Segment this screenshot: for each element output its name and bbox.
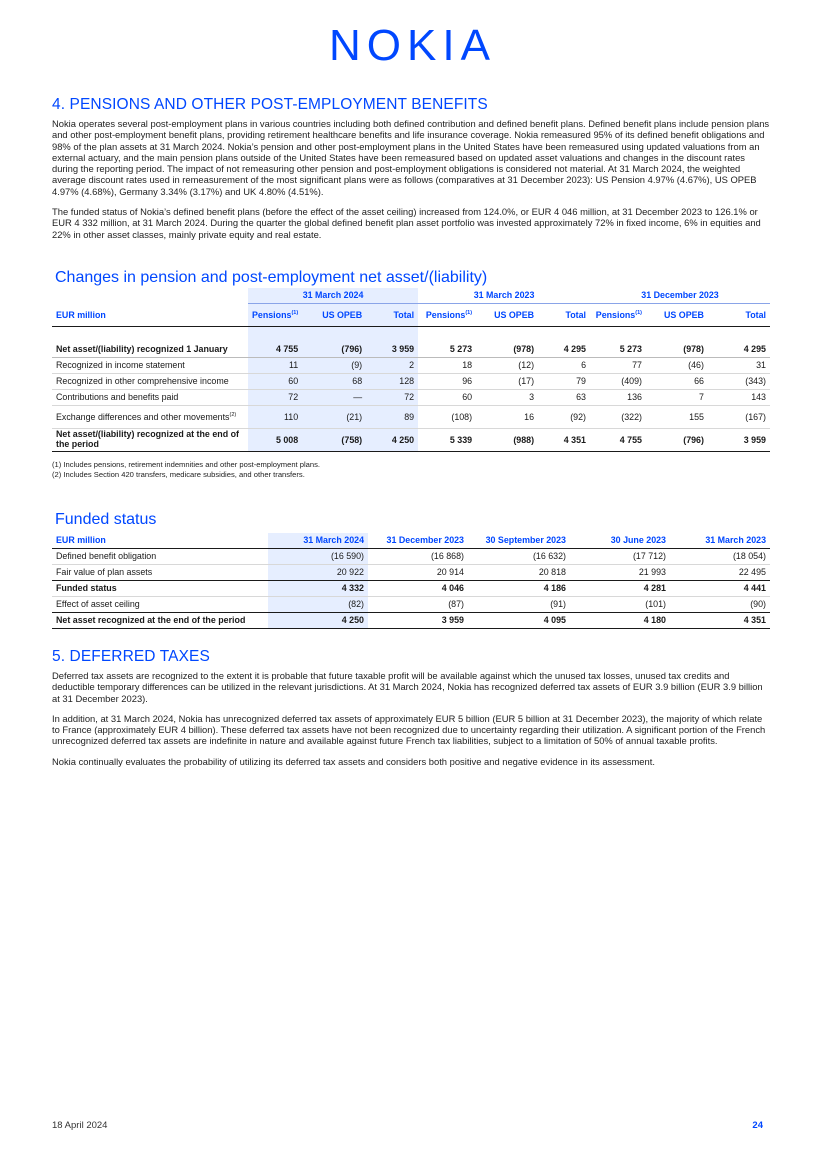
table-cell: 4 250 (366, 428, 418, 451)
footer-date: 18 April 2024 (52, 1120, 108, 1131)
table-cell: 4 351 (743, 615, 766, 626)
footnote: (2) Includes Section 420 transfers, medicare subsidies, and other transfers. (52, 469, 305, 479)
col-pensions: Pensions$^{(1)}$ (248, 303, 302, 326)
table-cell: 20 914 (436, 567, 464, 578)
table-cell: (796) (302, 342, 366, 358)
table-cell: 31 (756, 360, 766, 371)
table-row (52, 548, 770, 564)
nokia-logo: NOKIA (329, 21, 496, 70)
table-cell: 22 495 (738, 567, 766, 578)
col-pensions: Pensions$^{(1)}$ (418, 303, 476, 326)
table-row (52, 580, 770, 596)
row-label: Recognized in income statement (56, 360, 185, 371)
section-5-paragraph-3: Nokia continually evaluates the probability of utilizing its deferred tax assets and considers both positive and negative evidence in its assessment. (52, 755, 655, 767)
row-label: Fair value of plan assets (56, 567, 153, 578)
table-cell: (16 632) (532, 551, 566, 562)
row-label: Contributions and benefits paid (56, 392, 179, 403)
table-row (52, 389, 770, 405)
funded-header-row (52, 533, 770, 549)
footnote-marker: (2) (229, 412, 237, 419)
table-row (52, 373, 770, 389)
table-cell: 5 273 (619, 344, 642, 355)
table-cell: 72 (366, 389, 418, 405)
table-cell: (988) (513, 434, 535, 445)
table-cell: 6 (581, 360, 586, 371)
page-content (52, 95, 770, 767)
funded-status-title: Funded status (55, 510, 157, 528)
col-total: Total (538, 303, 590, 326)
table-cell: 16 (524, 411, 535, 422)
row-label: Exchange differences and other movements$^{(2)}$ (56, 412, 237, 423)
table-cell: (9) (302, 357, 366, 373)
table-cell: (978) (683, 344, 704, 355)
col-pensions: Pensions$^{(1)}$ (590, 303, 646, 326)
table-cell: 4 755 (248, 342, 302, 358)
page-number: 24 (752, 1120, 763, 1131)
table-cell: (16 590) (268, 548, 368, 564)
row-label: Recognized in other comprehensive income (56, 376, 229, 387)
table-cell: (17 712) (632, 551, 666, 562)
row-label: Net asset/(liability) recognized at the end of the period (56, 429, 239, 449)
table-cell: 4 095 (543, 615, 566, 626)
table-cell: 7 (699, 392, 704, 403)
table-row (52, 342, 770, 358)
table-cell: 60 (462, 392, 473, 403)
table-cell: (46) (688, 360, 704, 371)
section-4-title: 4. PENSIONS AND OTHER POST-EMPLOYMENT BENEFITS (52, 96, 488, 113)
table-row (52, 405, 770, 428)
section-5-paragraph-2: In addition, at 31 March 2024, Nokia has unrecognized deferred tax assets of approximately EUR 5 billion (EUR 5 billion at 31 December 2023), the majority of which relate to France (approximately EUR 4 billion). These deferred tax assets have not been recognized due to uncertainty regarding their utilization. A significant portion of the French unrecognized deferred tax assets are indefinite in nature and available against future French tax liabilities, subject to a limitation of 50% of annual taxable profits. (52, 712, 766, 747)
row-label: Defined benefit obligation (56, 551, 157, 562)
table-cell: 5 273 (449, 344, 473, 355)
table-cell: (18 054) (732, 551, 766, 562)
table-cell: (12) (518, 360, 535, 371)
table-cell: 11 (248, 357, 302, 373)
table-cell: (87) (448, 599, 464, 610)
period-header: 31 March 2024 (268, 533, 368, 549)
table-cell: 5 008 (248, 428, 302, 451)
table-cell: (409) (621, 376, 642, 387)
table-cell: 4 441 (743, 583, 766, 594)
table-cell: 4 332 (268, 580, 368, 596)
table-row (52, 564, 770, 580)
funded-status-table (52, 533, 770, 629)
table-cell: 5 339 (449, 434, 473, 445)
col-total: Total (708, 303, 770, 326)
table-cell: 60 (248, 373, 302, 389)
unit-header: EUR million (56, 535, 106, 546)
table-cell: 4 351 (563, 434, 586, 445)
table-cell: 18 (462, 360, 473, 371)
table-cell: 4 295 (743, 344, 766, 355)
table-cell: 20 818 (538, 567, 566, 578)
table-cell: 4 250 (268, 612, 368, 628)
section-4-paragraph-2: The funded status of Nokia’s defined benefit plans (before the effect of the asset ceiling) increased from 124.0%, or EUR 4 046 million, at 31 December 2023 to 126.1% or EUR 4 332 million, at 31 March 2024. During the quarter the global defined benefit plan asset portfolio was invested approximately 72% in fixed income, 6% in equities and 22% in other asset classes, mainly private equity and real estate. (52, 206, 761, 240)
table-cell: (21) (302, 405, 366, 428)
table-cell: (343) (745, 376, 766, 387)
table-cell: 21 993 (638, 567, 666, 578)
row-label: Funded status (56, 583, 117, 594)
table-cell: 143 (751, 392, 766, 403)
table-cell: 4 281 (643, 583, 666, 594)
table-cell: 77 (632, 360, 642, 371)
table-cell: (92) (570, 411, 586, 422)
col-total: Total (366, 303, 418, 326)
section-5-title: 5. DEFERRED TAXES (52, 647, 210, 665)
col-opeb: US OPEB (646, 303, 708, 326)
table-cell: 4 295 (563, 344, 586, 355)
table-cell: 20 922 (268, 564, 368, 580)
table-cell: 128 (366, 373, 418, 389)
changes-table-title: Changes in pension and post-employment net asset/(liability) (55, 268, 488, 286)
table-cell: 89 (366, 405, 418, 428)
row-label: Net asset/(liability) recognized 1 January (56, 344, 228, 355)
table-row (52, 428, 770, 451)
table-cell: (978) (513, 344, 535, 355)
table-cell: 3 959 (743, 434, 766, 445)
period-header: 30 September 2023 (485, 535, 566, 546)
table-cell: (108) (451, 411, 473, 422)
table-cell: (17) (518, 376, 535, 387)
period-header: 30 June 2023 (610, 535, 666, 546)
table-cell: 68 (302, 373, 366, 389)
period-header: 31 March 2023 (705, 535, 766, 546)
section-4-paragraph-1: Nokia operates several post-employment plans in various countries including both defined contribution and defined benefit plans. Defined benefit plans include pension plans and other post-employment benefit plans, providing retirement healthcare benefits and life insurance coverage. Nokia remeasured 95% of its defined benefit obligations and 98% of the plan assets at 31 March 2024. Nokia’s pension and other post-employment plans in the United States have been remeasured using updated valuations from an external actuary, and the main pension plans outside of the United States have been remeasured based on updated asset valuations and changes in the discount rates during the reporting period. The impact of not remeasuring other pension and post-employment obligations is considered not material. At 31 March 2024, the weighted average discount rates used in remeasurement of the most significant plans were as follows (comparatives at 31 December 2023): US Pension 4.97% (4.67%), US OPEB 4.97% (4.68%), Germany 3.34% (3.17%) and UK 4.80% (4.51%). (52, 118, 770, 197)
period-header: 31 December 2023 (590, 288, 770, 304)
table-row (52, 357, 770, 373)
table-cell: — (302, 389, 366, 405)
period-header: 31 March 2023 (418, 288, 590, 304)
table-row (52, 596, 770, 612)
period-header: 31 March 2024 (248, 288, 418, 304)
footnote: (1) Includes pensions, retirement indemnities and other post-employment plans. (52, 459, 321, 469)
table-cell: 3 (529, 392, 535, 403)
unit-header: EUR million (52, 303, 248, 326)
row-label: Net asset recognized at the end of the period (56, 615, 246, 626)
col-opeb: US OPEB (302, 303, 366, 326)
table-cell: (758) (302, 428, 366, 451)
table-cell: (82) (268, 596, 368, 612)
col-opeb: US OPEB (476, 303, 538, 326)
section-5-paragraph-1: Deferred tax assets are recognized to the extent it is probable that future taxable profit will be available against which the unused tax losses, unused tax credits and deductible temporary differences can be utilized in the relevant jurisdictions. At 31 March 2024, Nokia has recognized deferred tax assets of EUR 3.9 billion (EUR 3.9 billion at 31 December 2023). (52, 669, 763, 704)
table-row (52, 612, 770, 628)
table-cell: (796) (683, 434, 704, 445)
column-header-row (52, 303, 770, 326)
table-cell: 96 (462, 376, 473, 387)
changes-table (52, 288, 770, 452)
table-cell: 63 (576, 392, 586, 403)
table-cell: 4 180 (643, 615, 666, 626)
table-cell: (101) (645, 599, 666, 610)
table-cell: 136 (627, 392, 642, 403)
table-cell: 155 (689, 411, 704, 422)
table-cell: (167) (745, 411, 766, 422)
table-cell: 66 (694, 376, 704, 387)
table-cell: 4 186 (543, 583, 566, 594)
table-cell: (16 868) (430, 551, 464, 562)
period-header: 31 December 2023 (386, 535, 464, 546)
table-cell: (91) (550, 599, 566, 610)
table-cell: 4 755 (619, 434, 642, 445)
table-cell: 2 (366, 357, 418, 373)
row-label: Effect of asset ceiling (56, 599, 140, 610)
table-cell: (322) (621, 411, 642, 422)
footnotes (52, 460, 770, 480)
table-cell: 110 (248, 405, 302, 428)
table-cell: 3 959 (441, 615, 464, 626)
table-cell: 4 046 (441, 583, 464, 594)
table-cell: (90) (750, 599, 766, 610)
table-cell: 3 959 (366, 342, 418, 358)
table-cell: 79 (576, 376, 586, 387)
table-cell: 72 (248, 389, 302, 405)
period-header-row (52, 288, 770, 304)
